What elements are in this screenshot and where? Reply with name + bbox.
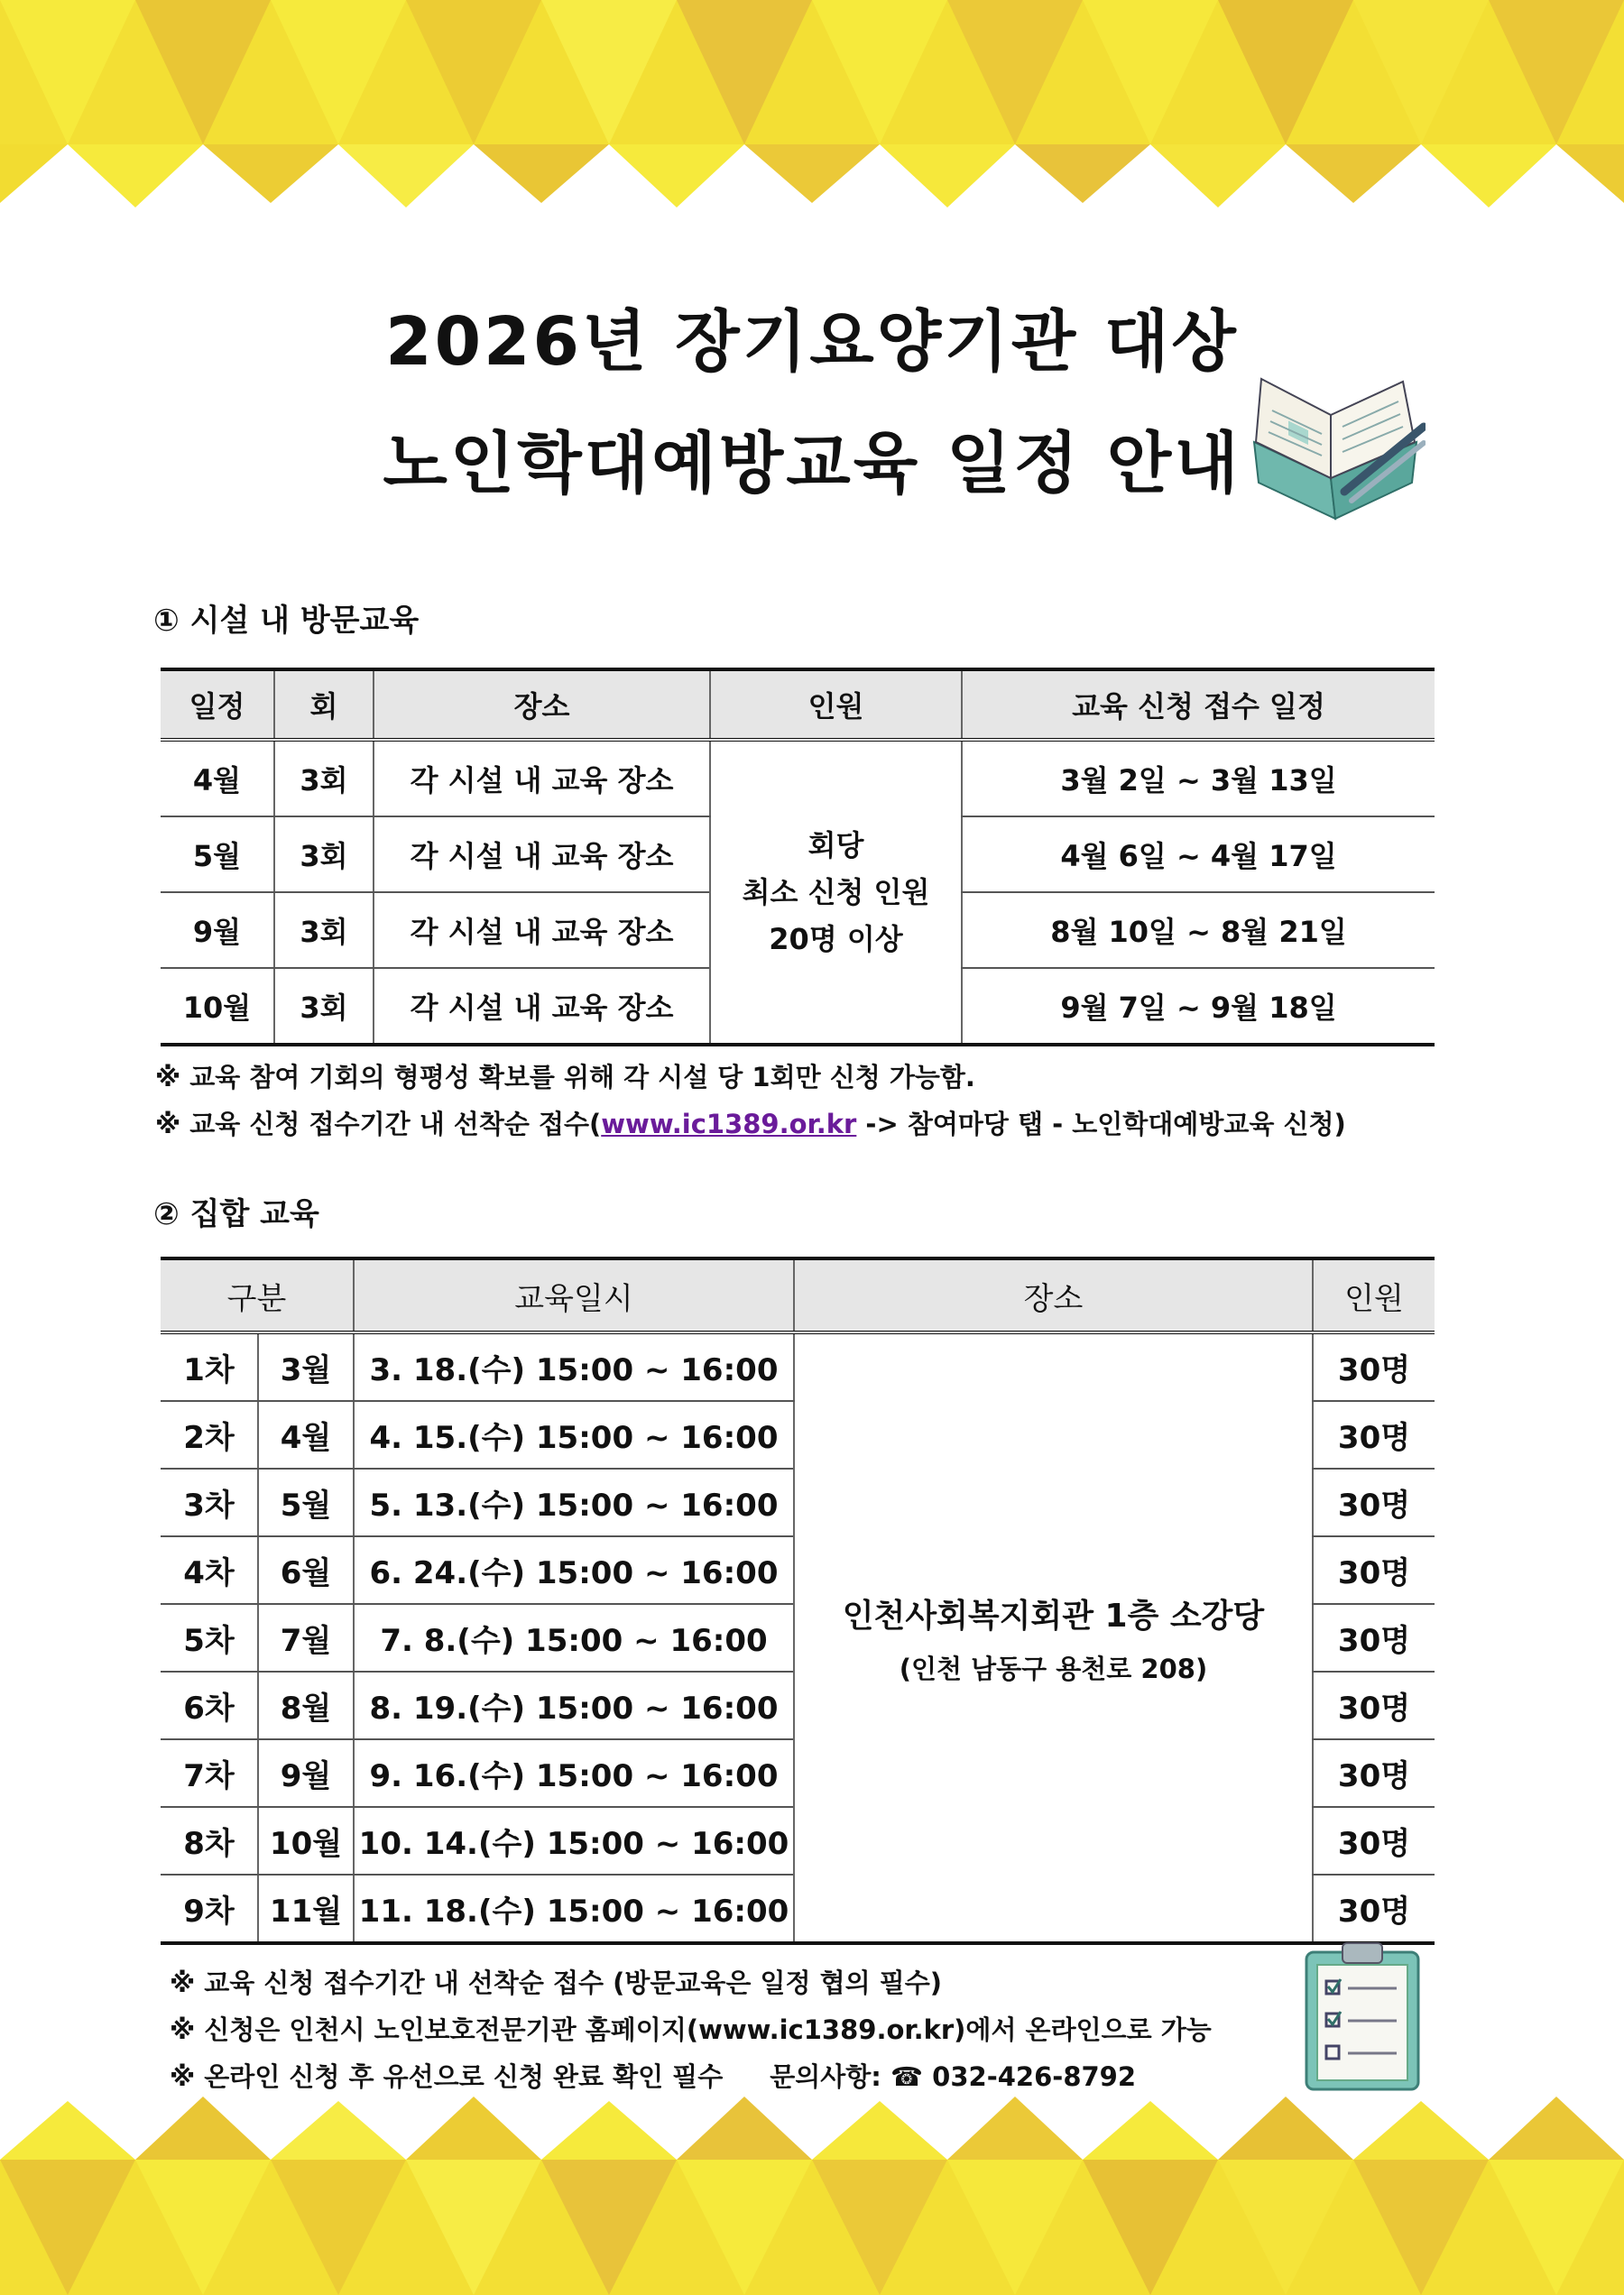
venue-address: (인천 남동구 용천로 208)	[899, 1653, 1208, 1684]
note-application-suffix: -> 참여마당 탭 - 노인학대예방교육 신청)	[856, 1109, 1346, 1139]
row-round: 1차	[161, 1332, 258, 1401]
venue-name: 인천사회복지회관 1층 소강당	[842, 1597, 1265, 1635]
row-capacity: 30명	[1313, 1536, 1435, 1604]
row-place: 각 시설 내 교육 장소	[374, 740, 710, 816]
table-row	[161, 1332, 1435, 1401]
row-month: 6월	[258, 1536, 354, 1604]
row-round: 8차	[161, 1807, 258, 1875]
capacity-line-1: 회당	[807, 828, 864, 862]
row-month: 3월	[258, 1332, 354, 1401]
row-month: 10월	[161, 968, 274, 1045]
contact-info: 문의사항: ☎ 032-426-8792	[770, 2061, 1137, 2092]
row-month: 5월	[258, 1469, 354, 1536]
top-decoration	[0, 0, 1624, 212]
row-count: 3회	[274, 892, 374, 968]
row-datetime: 3. 18.(수) 15:00 ~ 16:00	[354, 1332, 794, 1401]
header-division: 구분	[161, 1258, 354, 1332]
row-capacity: 30명	[1313, 1401, 1435, 1469]
title-line-2: 노인학대예방교육 일정 안내	[383, 425, 1241, 502]
row-datetime: 7. 8.(수) 15:00 ~ 16:00	[354, 1604, 794, 1672]
footer-note-3: ※ 온라인 신청 후 유선으로 신청 완료 확인 필수	[170, 2061, 724, 2092]
table-row	[161, 740, 1435, 816]
row-datetime: 11. 18.(수) 15:00 ~ 16:00	[354, 1875, 794, 1943]
row-month: 9월	[161, 892, 274, 968]
row-capacity: 30명	[1313, 1672, 1435, 1739]
row-count: 3회	[274, 816, 374, 892]
row-round: 9차	[161, 1875, 258, 1943]
triangle-pattern-top	[0, 0, 1624, 212]
header-count: 회	[274, 669, 374, 740]
header-capacity: 인원	[1313, 1258, 1435, 1332]
row-month: 11월	[258, 1875, 354, 1943]
row-count: 3회	[274, 740, 374, 816]
row-datetime: 9. 16.(수) 15:00 ~ 16:00	[354, 1739, 794, 1807]
row-capacity: 30명	[1313, 1739, 1435, 1807]
row-period: 3월 2일 ~ 3월 13일	[962, 740, 1435, 816]
footer-note-3-row	[170, 2053, 1212, 2100]
row-datetime: 5. 13.(수) 15:00 ~ 16:00	[354, 1469, 794, 1536]
footer-note-2: ※ 신청은 인천시 노인보호전문기관 홈페이지(www.ic1389.or.kr)에서 온라인으로 가능	[170, 2014, 1212, 2045]
capacity-line-3: 20명 이상	[769, 922, 903, 956]
venue-cell	[794, 1332, 1313, 1943]
capacity-cell	[710, 740, 962, 1045]
bottom-decoration	[0, 2097, 1624, 2295]
header-venue: 장소	[794, 1258, 1313, 1332]
row-datetime: 10. 14.(수) 15:00 ~ 16:00	[354, 1807, 794, 1875]
section1-notes	[155, 1054, 1346, 1148]
row-capacity: 30명	[1313, 1469, 1435, 1536]
footer-notes	[170, 1959, 1212, 2100]
row-place: 각 시설 내 교육 장소	[374, 968, 710, 1045]
row-period: 8월 10일 ~ 8월 21일	[962, 892, 1435, 968]
row-period: 4월 6일 ~ 4월 17일	[962, 816, 1435, 892]
row-capacity: 30명	[1313, 1807, 1435, 1875]
note-application-prefix: ※ 교육 신청 접수기간 내 선착순 접수(	[155, 1109, 602, 1139]
clipboard-checklist-icon	[1299, 1940, 1426, 2093]
section1-title: ① 시설 내 방문교육	[153, 603, 420, 639]
visit-education-table	[161, 668, 1435, 1046]
row-month: 4월	[161, 740, 274, 816]
row-month: 8월	[258, 1672, 354, 1739]
row-datetime: 4. 15.(수) 15:00 ~ 16:00	[354, 1401, 794, 1469]
triangle-pattern-bottom	[0, 2097, 1624, 2295]
row-capacity: 30명	[1313, 1604, 1435, 1672]
row-month: 10월	[258, 1807, 354, 1875]
table-header-row	[161, 669, 1435, 740]
row-month: 9월	[258, 1739, 354, 1807]
row-count: 3회	[274, 968, 374, 1045]
capacity-line-2: 최소 신청 인원	[742, 875, 930, 909]
header-schedule: 일정	[161, 669, 274, 740]
row-datetime: 8. 19.(수) 15:00 ~ 16:00	[354, 1672, 794, 1739]
row-month: 7월	[258, 1604, 354, 1672]
row-capacity: 30명	[1313, 1332, 1435, 1401]
row-month: 4월	[258, 1401, 354, 1469]
header-capacity: 인원	[710, 669, 962, 740]
row-place: 각 시설 내 교육 장소	[374, 892, 710, 968]
table-header-row	[161, 1258, 1435, 1332]
row-month: 5월	[161, 816, 274, 892]
row-place: 각 시설 내 교육 장소	[374, 816, 710, 892]
website-link[interactable]: www.ic1389.or.kr	[601, 1109, 857, 1139]
note-application	[155, 1101, 1346, 1148]
row-datetime: 6. 24.(수) 15:00 ~ 16:00	[354, 1536, 794, 1604]
row-round: 3차	[161, 1469, 258, 1536]
group-education-table	[161, 1257, 1435, 1945]
title-line-1: 2026년 장기요양기관 대상	[385, 303, 1239, 381]
row-period: 9월 7일 ~ 9월 18일	[962, 968, 1435, 1045]
footer-note-1: ※ 교육 신청 접수기간 내 선착순 접수 (방문교육은 일정 협의 필수)	[170, 1968, 943, 1998]
row-round: 5차	[161, 1604, 258, 1672]
header-place: 장소	[374, 669, 710, 740]
row-round: 2차	[161, 1401, 258, 1469]
row-round: 6차	[161, 1672, 258, 1739]
header-datetime: 교육일시	[354, 1258, 794, 1332]
note-fairness: ※ 교육 참여 기회의 형평성 확보를 위해 각 시설 당 1회만 신청 가능함.	[155, 1062, 975, 1092]
section2-title: ② 집합 교육	[153, 1196, 319, 1232]
row-round: 7차	[161, 1739, 258, 1807]
header-application-period: 교육 신청 접수 일정	[962, 669, 1435, 740]
row-capacity: 30명	[1313, 1875, 1435, 1943]
row-round: 4차	[161, 1536, 258, 1604]
notebook-pen-icon	[1245, 356, 1426, 523]
